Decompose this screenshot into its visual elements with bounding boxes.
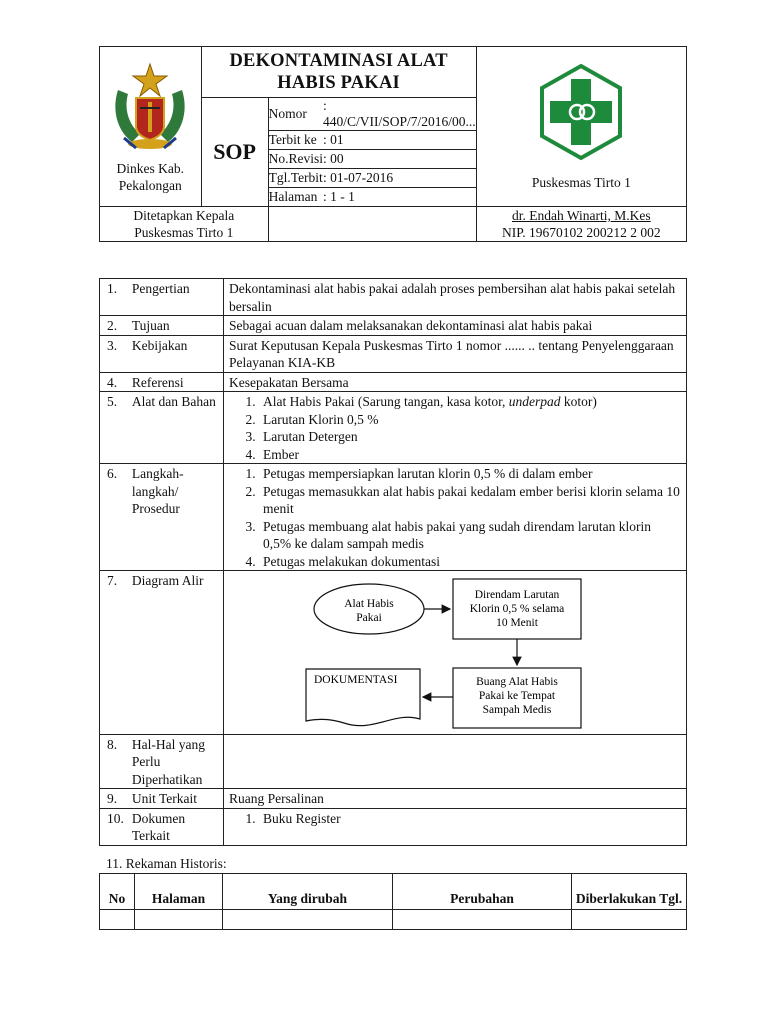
- row-number: 8.: [100, 734, 132, 789]
- row-number: 10.: [100, 808, 132, 845]
- meta-key: Tgl.Terbit: [269, 169, 323, 188]
- row-label: Pengertian: [132, 279, 224, 316]
- table-cell: [572, 910, 687, 930]
- row-label: Dokumen Terkait: [132, 808, 224, 845]
- flow-step1-line2: Klorin 0,5 % selama: [469, 603, 565, 615]
- meta-row-halaman: [269, 188, 476, 207]
- flow-step1-line3: 10 Menit: [496, 617, 538, 629]
- flow-step2-line3: Sampah Medis: [482, 704, 552, 716]
- rekaman-header-row: [100, 874, 687, 910]
- row-langkah: [100, 464, 687, 571]
- row-number: 3.: [100, 335, 132, 372]
- row-value: [224, 392, 687, 464]
- flow-step2-line2: Pakai ke Tempat: [478, 690, 556, 702]
- row-number: 2.: [100, 316, 132, 336]
- meta-value: : 440/C/VII/SOP/7/2016/00...: [323, 98, 476, 129]
- row-kebijakan: [100, 335, 687, 372]
- rekaman-table: [99, 873, 687, 930]
- meta-cell: [268, 98, 476, 207]
- meta-table: [269, 98, 476, 206]
- row-hal: [100, 734, 687, 789]
- row-value: Dekontaminasi alat habis pakai adalah proses pembersihan alat habis pakai setelah bersalin: [224, 279, 687, 316]
- list-item: 3. Larutan Detergen: [259, 428, 682, 446]
- row-value: Kesepakatan Bersama: [224, 372, 687, 392]
- list-item: 1. Buku Register: [259, 810, 682, 828]
- list-item: 3. Petugas membuang alat habis pakai yang sudah direndam larutan klorin 0,5% ke dalam sampah medis: [259, 518, 682, 553]
- list-item: 4. Ember: [259, 446, 682, 464]
- established-by: Ditetapkan Kepala Puskesmas Tirto 1: [100, 207, 269, 242]
- row-number: 7.: [100, 571, 132, 735]
- row-pengertian: [100, 279, 687, 316]
- dokumen-list: [229, 810, 682, 828]
- meta-value: : 1 - 1: [323, 189, 355, 204]
- row-tujuan: [100, 316, 687, 336]
- column-header: Diberlakukan Tgl.: [572, 874, 687, 910]
- flow-end-label: DOKUMENTASI: [314, 674, 398, 686]
- meta-row-tgl: [269, 169, 476, 188]
- column-header: Yang dirubah: [223, 874, 393, 910]
- row-dokumen: [100, 808, 687, 845]
- meta-key: No.Revisi: [269, 150, 323, 169]
- sop-content-table: [99, 278, 687, 846]
- right-logo-cell: [476, 47, 686, 207]
- left-org-label: Dinkes Kab. Pekalongan: [116, 160, 185, 193]
- list-item: 2. Petugas memasukkan alat habis pakai kedalam ember berisi klorin selama 10 menit: [259, 483, 682, 518]
- flow-diagram-cell: [224, 571, 687, 735]
- column-header: Perubahan: [393, 874, 572, 910]
- row-label: Alat dan Bahan: [132, 392, 224, 464]
- row-value: Ruang Persalinan: [224, 789, 687, 809]
- flow-start-line2: Pakai: [356, 612, 382, 624]
- row-value: [224, 464, 687, 571]
- document-title: DEKONTAMINASI ALAT HABIS PAKAI: [201, 47, 476, 98]
- left-logo-cell: [100, 47, 202, 207]
- row-diagram: [100, 571, 687, 735]
- signer-cell: [476, 207, 686, 242]
- signer-nip: NIP. 19670102 200212 2 002: [502, 225, 661, 240]
- row-label: Referensi: [132, 372, 224, 392]
- right-org-label: Puskesmas Tirto 1: [531, 174, 631, 190]
- table-cell: [393, 910, 572, 930]
- list-item: 1. Petugas mempersiapkan larutan klorin 0,5 % di dalam ember: [259, 465, 682, 483]
- row-number: 9.: [100, 789, 132, 809]
- flow-start-line1: Alat Habis: [344, 598, 394, 610]
- row-referensi: [100, 372, 687, 392]
- header-table: [99, 46, 687, 242]
- meta-value: : 00: [323, 150, 476, 169]
- list-item: 4. Petugas melakukan dokumentasi: [259, 553, 682, 571]
- row-value: [224, 734, 687, 789]
- meta-row-nomor: [269, 98, 476, 131]
- row-number: 4.: [100, 372, 132, 392]
- row-label: Tujuan: [132, 316, 224, 336]
- meta-key: Halaman: [268, 189, 318, 204]
- table-row: [100, 910, 687, 930]
- signer-name: dr. Endah Winarti, M.Kes: [511, 208, 651, 223]
- row-number: 5.: [100, 392, 132, 464]
- meta-key: Nomor: [269, 98, 323, 131]
- meta-row-terbit: [269, 131, 476, 150]
- meta-row-revisi: [269, 150, 476, 169]
- row-label: Diagram Alir: [132, 571, 224, 735]
- rekaman-title: 11. Rekaman Historis:: [106, 856, 227, 871]
- pekalongan-emblem-icon: [110, 60, 190, 152]
- table-cell: [100, 910, 135, 930]
- meta-key: Terbit ke: [269, 131, 323, 150]
- row-label: Hal-Hal yang Perlu Diperhatikan: [132, 734, 224, 789]
- table-cell: [223, 910, 393, 930]
- sop-label: SOP: [201, 98, 268, 207]
- column-header: No: [100, 874, 135, 910]
- list-item: 1. Alat Habis Pakai (Sarung tangan, kasa kotor, underpad kotor): [259, 393, 682, 411]
- row-label: Unit Terkait: [132, 789, 224, 809]
- flow-step2-line1: Buang Alat Habis: [476, 676, 558, 688]
- list-item: 2. Larutan Klorin 0,5 %: [259, 411, 682, 429]
- row-number: 6.: [100, 464, 132, 571]
- alat-list: [229, 393, 682, 463]
- meta-value: : 01-07-2016: [323, 169, 476, 188]
- row-value: [224, 808, 687, 845]
- flow-diagram: [224, 571, 686, 729]
- row-number: 1.: [100, 279, 132, 316]
- row-unit: [100, 789, 687, 809]
- row-value: Surat Keputusan Kepala Puskesmas Tirto 1 nomor ...... .. tentang Penyelenggaraan Pelayanan KIA-KB: [224, 335, 687, 372]
- row-value: Sebagai acuan dalam melaksanakan dekontaminasi alat habis pakai: [224, 316, 687, 336]
- table-cell: [135, 910, 223, 930]
- meta-value: : 01: [323, 131, 476, 150]
- signature-blank: [268, 207, 476, 242]
- column-header: Halaman: [135, 874, 223, 910]
- row-alat: [100, 392, 687, 464]
- langkah-list: [229, 465, 682, 570]
- flow-step1-line1: Direndam Larutan: [474, 589, 560, 601]
- row-label: Kebijakan: [132, 335, 224, 372]
- row-label: Langkah-langkah/ Prosedur: [132, 464, 224, 571]
- puskesmas-logo-icon: [538, 63, 624, 163]
